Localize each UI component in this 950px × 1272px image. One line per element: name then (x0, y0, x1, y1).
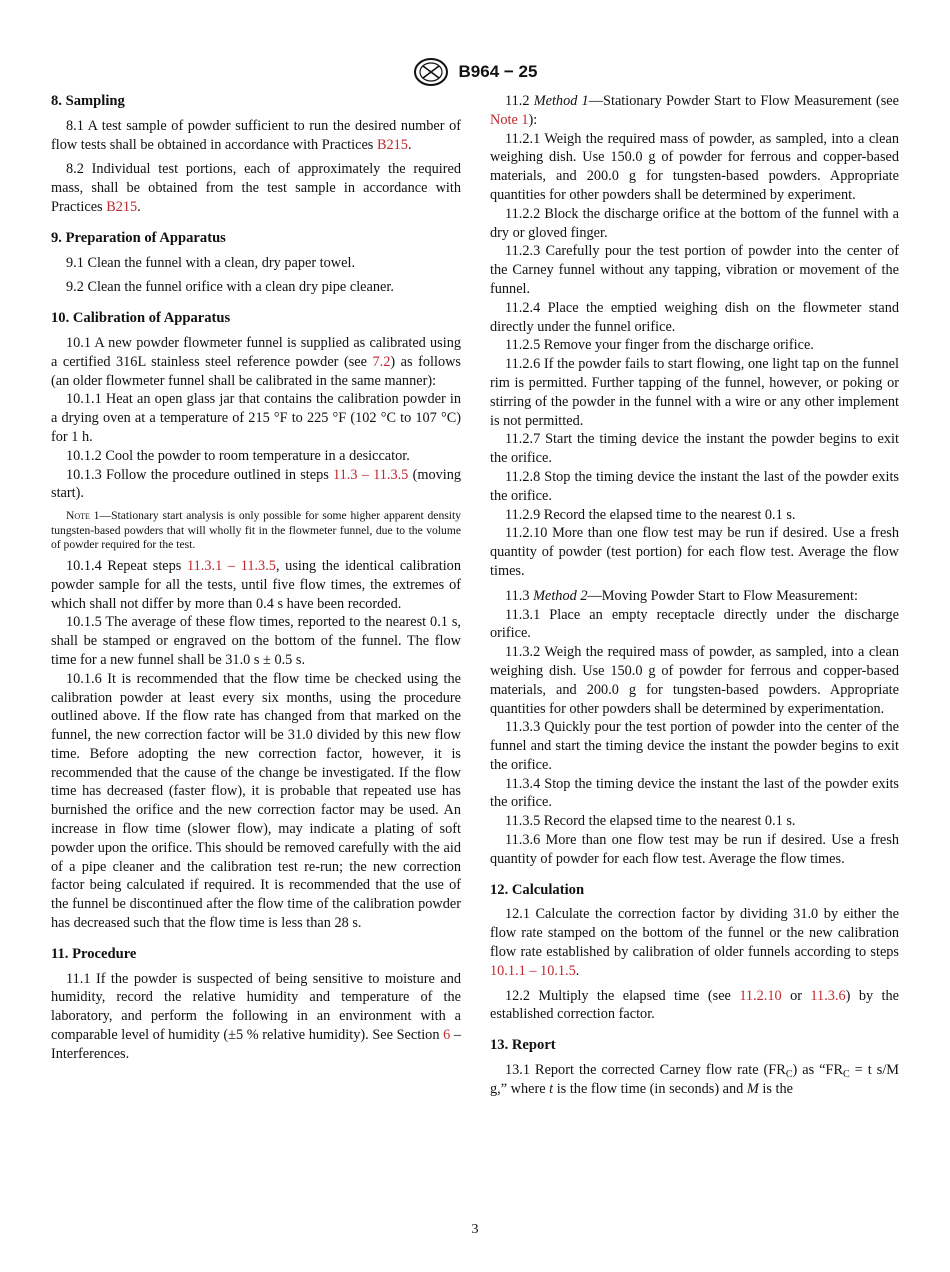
paragraph: 11.2.6 If the powder fails to start flowing, one light tap on the funnel rim is permitted. Further tapping of the funnel, however, or poking or stirring of the powder in the funnel with a wire or any other implement is not permitted. (490, 356, 899, 429)
paragraph: 11.3.1 Place an empty receptacle directly under the discharge orifice. (490, 606, 899, 642)
page-header (0, 57, 950, 87)
section-heading: 8. Sampling (51, 93, 125, 109)
paragraph: 10.1.5 The average of these flow times, reported to the nearest 0.1 s, shall be stamped or engraved on the bottom of the funnel. The flow time for a new funnel shall be 31.0 s ± 0.5 s. (51, 614, 461, 668)
ref-link[interactable]: Note 1 (490, 111, 529, 128)
paragraph: 11.2 Method 1—Stationary Powder Start to Flow Measurement (see Note 1): (490, 93, 899, 128)
paragraph: 11.3.2 Weigh the required mass of powder, as sampled, into a clean weighing dish. Use 150.0 g of powder for ferrous and copper-based materials, and 200.0 g for tungsten-based powders. Appropriate quantities for other powders shall be determined by experimentation. (490, 644, 899, 717)
paragraph: 11.3.4 Stop the timing device the instant the last of the powder exits the orifice. (490, 775, 899, 811)
ref-link[interactable]: B215 (376, 136, 408, 153)
ref-link[interactable]: 11.3 – 11.3.5 (333, 466, 409, 483)
note: Note 1—Stationary start analysis is only possible for some higher apparent density tungsten-based powders that will wholly fit in the flowmeter funnel, due to the volume of powder required for the test. (51, 509, 461, 552)
paragraph: 11.3.5 Record the elapsed time to the nearest 0.1 s. (505, 813, 796, 830)
paragraph: 8.1 A test sample of powder sufficient to run the desired number of flow tests shall be obtained in accordance with Practices B215. (51, 117, 461, 153)
ref-link[interactable]: 6 (443, 1027, 451, 1044)
paragraph: 12.2 Multiply the elapsed time (see 11.2.10 or 11.3.6) by the established correction factor. (490, 987, 899, 1023)
ref-link[interactable]: 7.2 (372, 353, 391, 370)
paragraph: 10.1.1 Heat an open glass jar that contains the calibration powder in a drying oven at a temperature of 215 °F to 225 °F (102 °C to 107 °C) for 1 h. (51, 391, 461, 445)
right-column (490, 92, 899, 1099)
paragraph: 10.1 A new powder flowmeter funnel is supplied as calibrated using a certified 316L stainless steel reference powder (see 7.2) as follows (an older flowmeter funnel shall be calibrated in the same manner): (51, 334, 461, 389)
paragraph: 11.2.3 Carefully pour the test portion of powder into the center of the Carney funnel without any tapping, vibration or movement of the funnel. (490, 243, 899, 297)
paragraph: 11.3.3 Quickly pour the test portion of powder into the center of the funnel and start the timing device the instant the powder begins to exit the orifice. (490, 719, 899, 773)
page-number: 3 (471, 1222, 479, 1237)
paragraph: 11.3 Method 2—Moving Powder Start to Flow Measurement: (505, 587, 858, 604)
paragraph: 11.2.7 Start the timing device the instant the powder begins to exit the orifice. (490, 431, 899, 467)
paragraph: 10.1.2 Cool the powder to room temperature in a desiccator. (66, 447, 410, 464)
ref-link[interactable]: 11.3.1 – 11.3.5 (187, 557, 276, 574)
ref-link[interactable]: 11.2.10 (739, 987, 782, 1004)
standard-code: B964 − 25 (458, 62, 538, 81)
paragraph: 13.1 Report the corrected Carney flow rate $(FR_C)$ as “$FR_C = t$ s/M g,” where t is the flow time (in seconds) and M is the (490, 1062, 899, 1097)
paragraph: 11.3.6 More than one flow test may be run if desired. Use a fresh quantity of powder for each flow test. Average the flow times. (490, 832, 899, 867)
paragraph: 9.1 Clean the funnel with a clean, dry paper towel. (66, 254, 356, 271)
paragraph: 12.1 Calculate the correction factor by dividing 31.0 by either the flow rate stamped on the bottom of the funnel or the new calibration flow rate established by calibration of older funnels according to steps 10.1.1 – 10.1.5. (490, 906, 899, 979)
paragraph: 10.1.4 Repeat steps 11.3.1 – 11.3.5, using the identical calibration powder sample for all the tests, until five flow times, the extremes of which shall not differ by more than 0.4 s have been recorded. (51, 557, 461, 612)
section-heading: 11. Procedure (51, 945, 137, 962)
paragraph: 11.2.8 Stop the timing device the instant the last of the powder exits the orifice. (490, 468, 899, 504)
paragraph: 9.2 Clean the funnel orifice with a clean dry pipe cleaner. (66, 279, 394, 296)
paragraph: 8.2 Individual test portions, each of approximately the required mass, shall be obtained from the test sample in accordance with Practices B215. (51, 161, 461, 215)
section-heading: 12. Calculation (490, 881, 585, 898)
ref-link[interactable]: B215 (106, 198, 138, 215)
paragraph: 11.2.2 Block the discharge orifice at the bottom of the funnel with a dry or gloved finger. (490, 205, 899, 241)
paragraph: 11.1 If the powder is suspected of being sensitive to moisture and humidity, record the relative humidity and temperature of the laboratory, and perform the following in an environment with a comparable level of humidity (±5 % relative humidity). See Section 6 – Interferences. (51, 970, 461, 1062)
ref-link[interactable]: 10.1.1 – 10.1.5 (490, 962, 576, 979)
paragraph: 10.1.6 It is recommended that the flow time be checked using the calibration powder at least every six months, using the procedure outlined above. If the flow rate has changed from that marked on the funnel, the new correction factor will be 31.0 divided by this new flow time. Before adopting the new correction factor, however, it is recommended that the cause of the change be investigated. If the flow time has decreased (faster flow), it is probable that repeated use has burnished the orifice and the new correction factor may be used. An increase in flow time (slower flow), may indicate a plating of soft powder upon the orifice. This should be removed carefully with the aid of a pipe cleaner and the calibration test re-run; the new correction factor being calculated if required. It is recommended that the use of the funnel be discontinued after the flow time of the calibration powder has decreased such that the flow time is less than 28 s. (51, 670, 461, 932)
left-column (51, 92, 461, 1064)
paragraph: 11.2.9 Record the elapsed time to the nearest 0.1 s. (505, 506, 796, 523)
paragraph: 11.2.1 Weigh the required mass of powder, as sampled, into a clean weighing dish. Use 150.0 g of powder for ferrous and copper-based materials, and 200.0 g for tungsten-based powders. Appropriate quantities for other powders shall be determined by experiment. (490, 130, 899, 203)
astm-logo-icon (413, 57, 449, 87)
paragraph: 10.1.3 Follow the procedure outlined in steps 11.3 – 11.3.5 (moving start). (51, 466, 462, 502)
section-heading: 13. Report (490, 1037, 556, 1054)
ref-link[interactable]: 11.3.6 (810, 987, 846, 1004)
paragraph: 11.2.10 More than one flow test may be run if desired. Use a fresh quantity of powder (test portion) for each flow test. Average the flow times. (490, 525, 899, 579)
section-heading: 10. Calibration of Apparatus (51, 310, 231, 327)
paragraph: 11.2.4 Place the emptied weighing dish on the flowmeter stand directly under the funnel orifice. (490, 299, 899, 335)
paragraph: 11.2.5 Remove your finger from the discharge orifice. (505, 337, 814, 354)
section-heading: 9. Preparation of Apparatus (51, 229, 226, 246)
